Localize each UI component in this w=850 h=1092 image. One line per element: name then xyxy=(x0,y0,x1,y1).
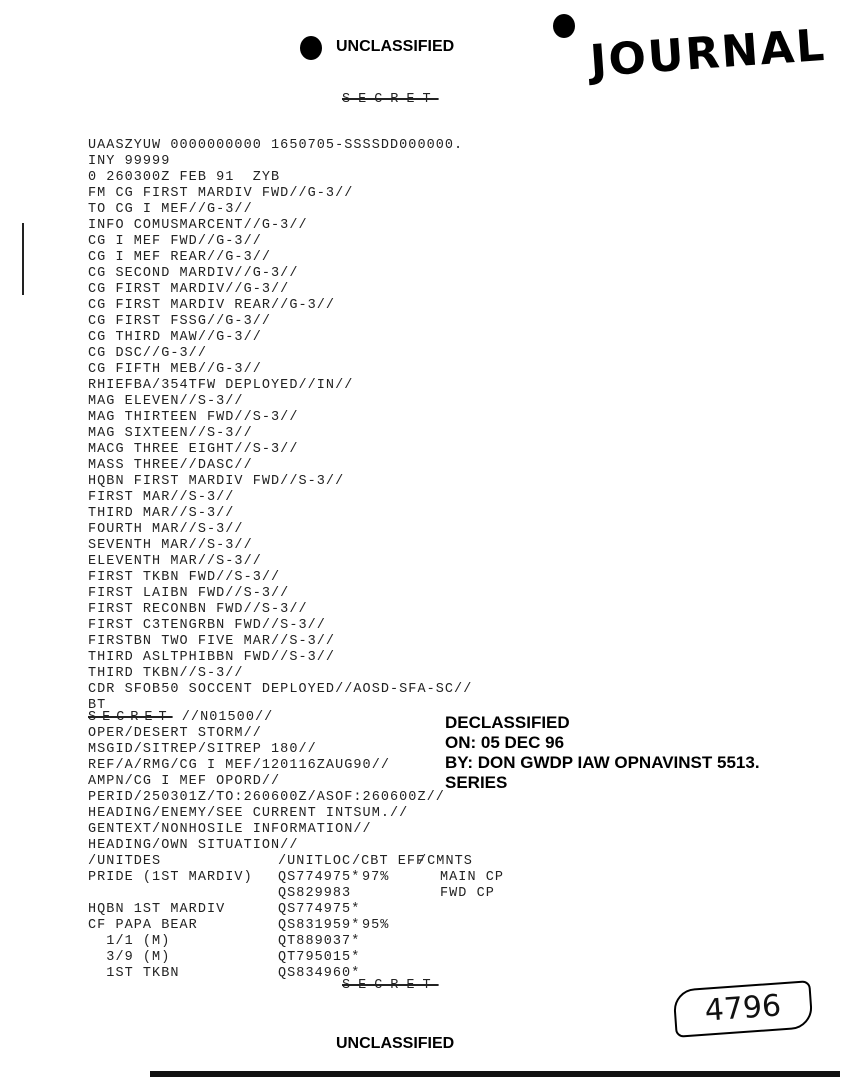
table-row-cell: QT795015* xyxy=(278,950,361,965)
routing-line: 0 260300Z FEB 91 ZYB xyxy=(88,170,281,185)
routing-line: MAG THIRTEEN FWD//S-3// xyxy=(88,410,299,425)
top-secret-mark: SECRET xyxy=(342,92,439,107)
declass-line: ON: 05 DEC 96 xyxy=(445,733,565,752)
table-row-cell: HQBN 1ST MARDIV xyxy=(88,902,226,917)
routing-line: RHIEFBA/354TFW DEPLOYED//IN// xyxy=(88,378,354,393)
table-row-cell: 95% xyxy=(362,918,390,933)
table-header-cell: /CMNTS xyxy=(418,854,473,869)
routing-line: FIRST TKBN FWD//S-3// xyxy=(88,570,281,585)
routing-line: FM CG FIRST MARDIV FWD//G-3// xyxy=(88,186,354,201)
routing-line: CG DSC//G-3// xyxy=(88,346,207,361)
declass-line: DECLASSIFIED xyxy=(445,713,570,732)
routing-line: CG FIFTH MEB//G-3// xyxy=(88,362,262,377)
bottom-secret-mark: SECRET xyxy=(342,978,439,993)
table-header-cell: /CBT EFF xyxy=(352,854,426,869)
routing-line: CG I MEF FWD//G-3// xyxy=(88,234,262,249)
table-row-cell: 1/1 (M) xyxy=(88,934,171,949)
routing-line: THIRD ASLTPHIBBN FWD//S-3// xyxy=(88,650,336,665)
top-classification: UNCLASSIFIED xyxy=(336,38,455,55)
table-header-cell: /UNITDES xyxy=(88,854,162,869)
table-row-cell: 1ST TKBN xyxy=(88,966,180,981)
table-row-cell: CF PAPA BEAR xyxy=(88,918,198,933)
struck-secret-mark: SECRET xyxy=(88,710,173,725)
routing-line: FIRST RECONBN FWD//S-3// xyxy=(88,602,308,617)
message-line: HEADING/OWN SITUATION// xyxy=(88,838,299,853)
margin-line xyxy=(22,223,24,295)
table-row-cell: 97% xyxy=(362,870,390,885)
routing-line: FIRST C3TENGRBN FWD//S-3// xyxy=(88,618,326,633)
table-row-cell: QS834960* xyxy=(278,966,361,981)
routing-line: TO CG I MEF//G-3// xyxy=(88,202,253,217)
bottom-classification: UNCLASSIFIED xyxy=(336,1035,455,1052)
message-line: OPER/DESERT STORM// xyxy=(88,726,262,741)
bottom-edge-line xyxy=(150,1071,840,1077)
routing-line: FOURTH MAR//S-3// xyxy=(88,522,244,537)
routing-line: BT xyxy=(88,698,107,713)
routing-line: CG FIRST MARDIV//G-3// xyxy=(88,282,290,297)
routing-line: THIRD TKBN//S-3// xyxy=(88,666,244,681)
routing-line: FIRST LAIBN FWD//S-3// xyxy=(88,586,290,601)
declass-line: SERIES xyxy=(445,773,508,792)
routing-line: ELEVENTH MAR//S-3// xyxy=(88,554,262,569)
routing-line: MACG THREE EIGHT//S-3// xyxy=(88,442,299,457)
routing-line: CG THIRD MAW//G-3// xyxy=(88,330,262,345)
table-row-cell: QS774975* xyxy=(278,902,361,917)
page-number-stamp: 4796 xyxy=(672,980,813,1038)
routing-line: MAG SIXTEEN//S-3// xyxy=(88,426,253,441)
message-line: AMPN/CG I MEF OPORD// xyxy=(88,774,281,789)
routing-line: INY 99999 xyxy=(88,154,171,169)
routing-line: THIRD MAR//S-3// xyxy=(88,506,235,521)
message-start-line xyxy=(88,710,273,726)
table-row-cell: QS774975* xyxy=(278,870,361,885)
table-row-cell: MAIN CP xyxy=(440,870,505,885)
routing-line: MASS THREE//DASC// xyxy=(88,458,253,473)
routing-line: FIRST MAR//S-3// xyxy=(88,490,235,505)
punch-hole-mark xyxy=(300,36,322,60)
routing-line: FIRSTBN TWO FIVE MAR//S-3// xyxy=(88,634,336,649)
routing-line: CG SECOND MARDIV//G-3// xyxy=(88,266,299,281)
table-row-cell: QT889037* xyxy=(278,934,361,949)
table-header-cell: /UNITLOC xyxy=(278,854,352,869)
handwritten-journal-note: JOURNAL xyxy=(588,19,828,88)
message-serial: //N01500// xyxy=(172,710,274,725)
routing-line: CG I MEF REAR//G-3// xyxy=(88,250,272,265)
declass-line: BY: DON GWDP IAW OPNAVINST 5513. xyxy=(445,753,760,772)
table-row-cell: QS831959* xyxy=(278,918,361,933)
table-row-cell: PRIDE (1ST MARDIV) xyxy=(88,870,253,885)
declassification-stamp xyxy=(445,713,760,793)
routing-line: CDR SFOB50 SOCCENT DEPLOYED//AOSD-SFA-SC// xyxy=(88,682,473,697)
punch-hole-mark xyxy=(553,14,575,38)
table-row-cell: FWD CP xyxy=(440,886,495,901)
message-line: GENTEXT/NONHOSILE INFORMATION// xyxy=(88,822,372,837)
table-row-cell: 3/9 (M) xyxy=(88,950,171,965)
routing-line: CG FIRST MARDIV REAR//G-3// xyxy=(88,298,336,313)
routing-line: HQBN FIRST MARDIV FWD//S-3// xyxy=(88,474,345,489)
routing-line: INFO COMUSMARCENT//G-3// xyxy=(88,218,308,233)
message-line: REF/A/RMG/CG I MEF/120116ZAUG90// xyxy=(88,758,390,773)
message-line: HEADING/ENEMY/SEE CURRENT INTSUM.// xyxy=(88,806,409,821)
routing-line: SEVENTH MAR//S-3// xyxy=(88,538,253,553)
table-row-cell: QS829983 xyxy=(278,886,352,901)
message-line: PERID/250301Z/TO:260600Z/ASOF:260600Z// xyxy=(88,790,445,805)
message-line: MSGID/SITREP/SITREP 180// xyxy=(88,742,317,757)
routing-line: MAG ELEVEN//S-3// xyxy=(88,394,244,409)
routing-line: CG FIRST FSSG//G-3// xyxy=(88,314,272,329)
routing-line: UAASZYUW 0000000000 1650705-SSSSDD000000. xyxy=(88,138,464,153)
